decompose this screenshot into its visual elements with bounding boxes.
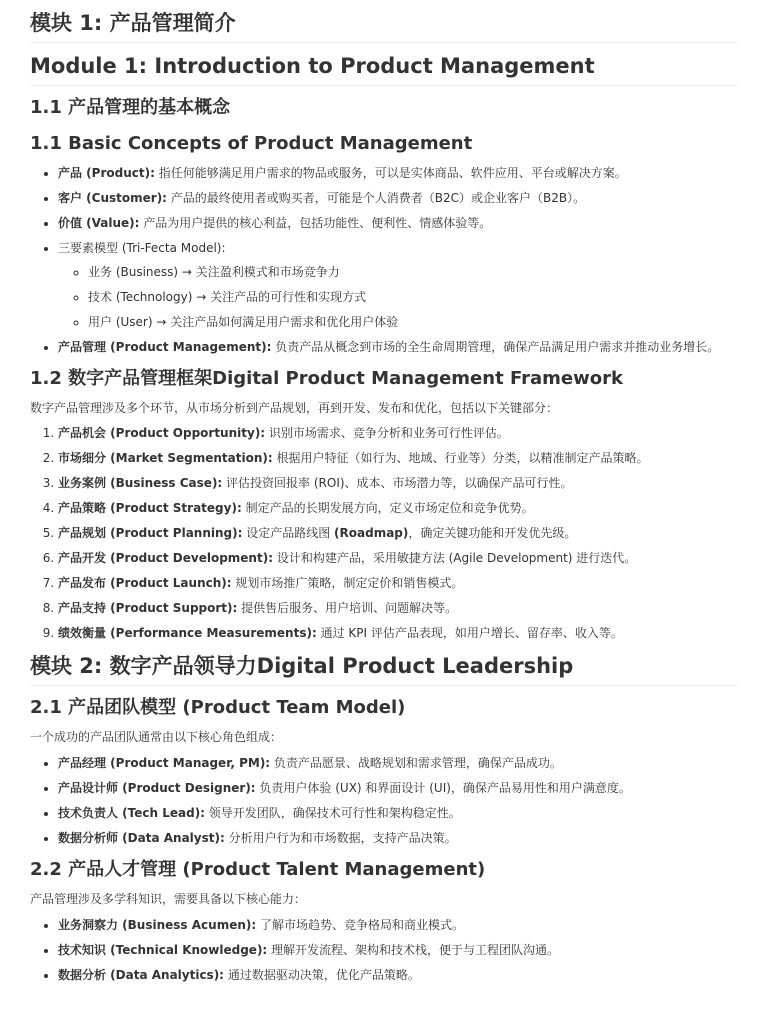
talent-skills-list	[30, 916, 738, 984]
list-item: 3. 业务案例 (Business Case): 评估投资回报率 (ROI)、成本、市场潜力等，以确保产品可行性。	[58, 474, 738, 492]
list-item: ◦ 技术 (Technology) → 关注产品的可行性和实现方式	[88, 288, 738, 306]
list-item: 6. 产品开发 (Product Development): 设计和构建产品，采用敏捷方法 (Agile Development) 进行迭代。	[58, 549, 738, 567]
list-item: 1. 产品机会 (Product Opportunity): 识别市场需求、竞争分析和业务可行性评估。	[58, 424, 738, 442]
list-item: • 产品设计师 (Product Designer): 负责用户体验 (UX) 和界面设计 (UI)，确保产品易用性和用户满意度。	[58, 779, 738, 797]
list-item: 2. 市场细分 (Market Segmentation): 根据用户特征（如行为、地域、行业等）分类，以精准制定产品策略。	[58, 449, 738, 467]
list-item: 7. 产品发布 (Product Launch): 规划市场推广策略，制定定价和销售模式。	[58, 574, 738, 592]
trifecta-sublist	[58, 263, 738, 331]
list-item: • 产品 (Product): 指任何能够满足用户需求的物品或服务，可以是实体商品、软件应用、平台或解决方案。	[58, 164, 738, 182]
section-1-1-title-cn: 1.1 产品管理的基本概念	[30, 97, 231, 118]
section-2-1-intro: 一个成功的产品团队通常由以下核心角色组成：	[30, 730, 283, 744]
framework-list	[30, 424, 738, 642]
module1-title-cn: 模块 1: 产品管理简介	[30, 8, 738, 43]
list-item: • 数据分析 (Data Analytics): 通过数据驱动决策，优化产品策略。	[58, 966, 738, 984]
list-item: 5. 产品规划 (Product Planning): 设定产品路线图 (Roadmap)，确定关键功能和开发优先级。	[58, 524, 738, 542]
list-item: • 价值 (Value): 产品为用户提供的核心利益，包括功能性、便利性、情感体验等。	[58, 214, 738, 232]
section-1-1-title-en: 1.1 Basic Concepts of Product Management	[30, 133, 473, 154]
section-2-1-title: 2.1 产品团队模型 (Product Team Model)	[30, 697, 406, 718]
list-item: • 技术知识 (Technical Knowledge): 理解开发流程、架构和技术栈，便于与工程团队沟通。	[58, 941, 738, 959]
list-item: 9. 绩效衡量 (Performance Measurements): 通过 KPI 评估产品表现，如用户增长、留存率、收入等。	[58, 624, 738, 642]
section-1-2-intro: 数字产品管理涉及多个环节，从市场分析到产品规划，再到开发、发布和优化，包括以下关键部分：	[30, 401, 559, 415]
module1-title-en: Module 1: Introduction to Product Management	[30, 49, 738, 86]
module2-title: 模块 2: 数字产品领导力Digital Product Leadership	[30, 649, 738, 686]
list-item: • 产品经理 (Product Manager, PM): 负责产品愿景、战略规划和需求管理，确保产品成功。	[58, 754, 738, 772]
section-2-2-title: 2.2 产品人才管理 (Product Talent Management)	[30, 859, 486, 880]
list-item: • 业务洞察力 (Business Acumen): 了解市场趋势、竞争格局和商业模式。	[58, 916, 738, 934]
section-2-2-intro: 产品管理涉及多学科知识，需要具备以下核心能力：	[30, 892, 307, 906]
list-item: ◦ 业务 (Business) → 关注盈利模式和市场竞争力	[88, 263, 738, 281]
list-item: ◦ 用户 (User) → 关注产品如何满足用户需求和优化用户体验	[88, 313, 738, 331]
list-item: • 三要素模型 (Tri-Fecta Model): ◦ 业务 (Business) → 关注盈利模式和市场竞争力 ◦ 技术 (Technology) → 关注产品的可行性和实现方式 ◦ 用户 (User) → 关注产品如何满足用户需求和优化用户体验	[58, 239, 738, 331]
list-item: • 产品管理 (Product Management): 负责产品从概念到市场的全生命周期管理，确保产品满足用户需求并推动业务增长。	[58, 338, 738, 356]
list-item: • 客户 (Customer): 产品的最终使用者或购买者，可能是个人消费者（B2C）或企业客户（B2B）。	[58, 189, 738, 207]
list-item: • 技术负责人 (Tech Lead): 领导开发团队，确保技术可行性和架构稳定性。	[58, 804, 738, 822]
list-item: 8. 产品支持 (Product Support): 提供售后服务、用户培训、问题解决等。	[58, 599, 738, 617]
section-1-2-title: 1.2 数字产品管理框架Digital Product Management Framework	[30, 368, 623, 389]
basic-concepts-list	[30, 164, 738, 356]
list-item: • 数据分析师 (Data Analyst): 分析用户行为和市场数据，支持产品决策。	[58, 829, 738, 847]
team-roles-list	[30, 754, 738, 847]
list-item: 4. 产品策略 (Product Strategy): 制定产品的长期发展方向，定义市场定位和竞争优势。	[58, 499, 738, 517]
